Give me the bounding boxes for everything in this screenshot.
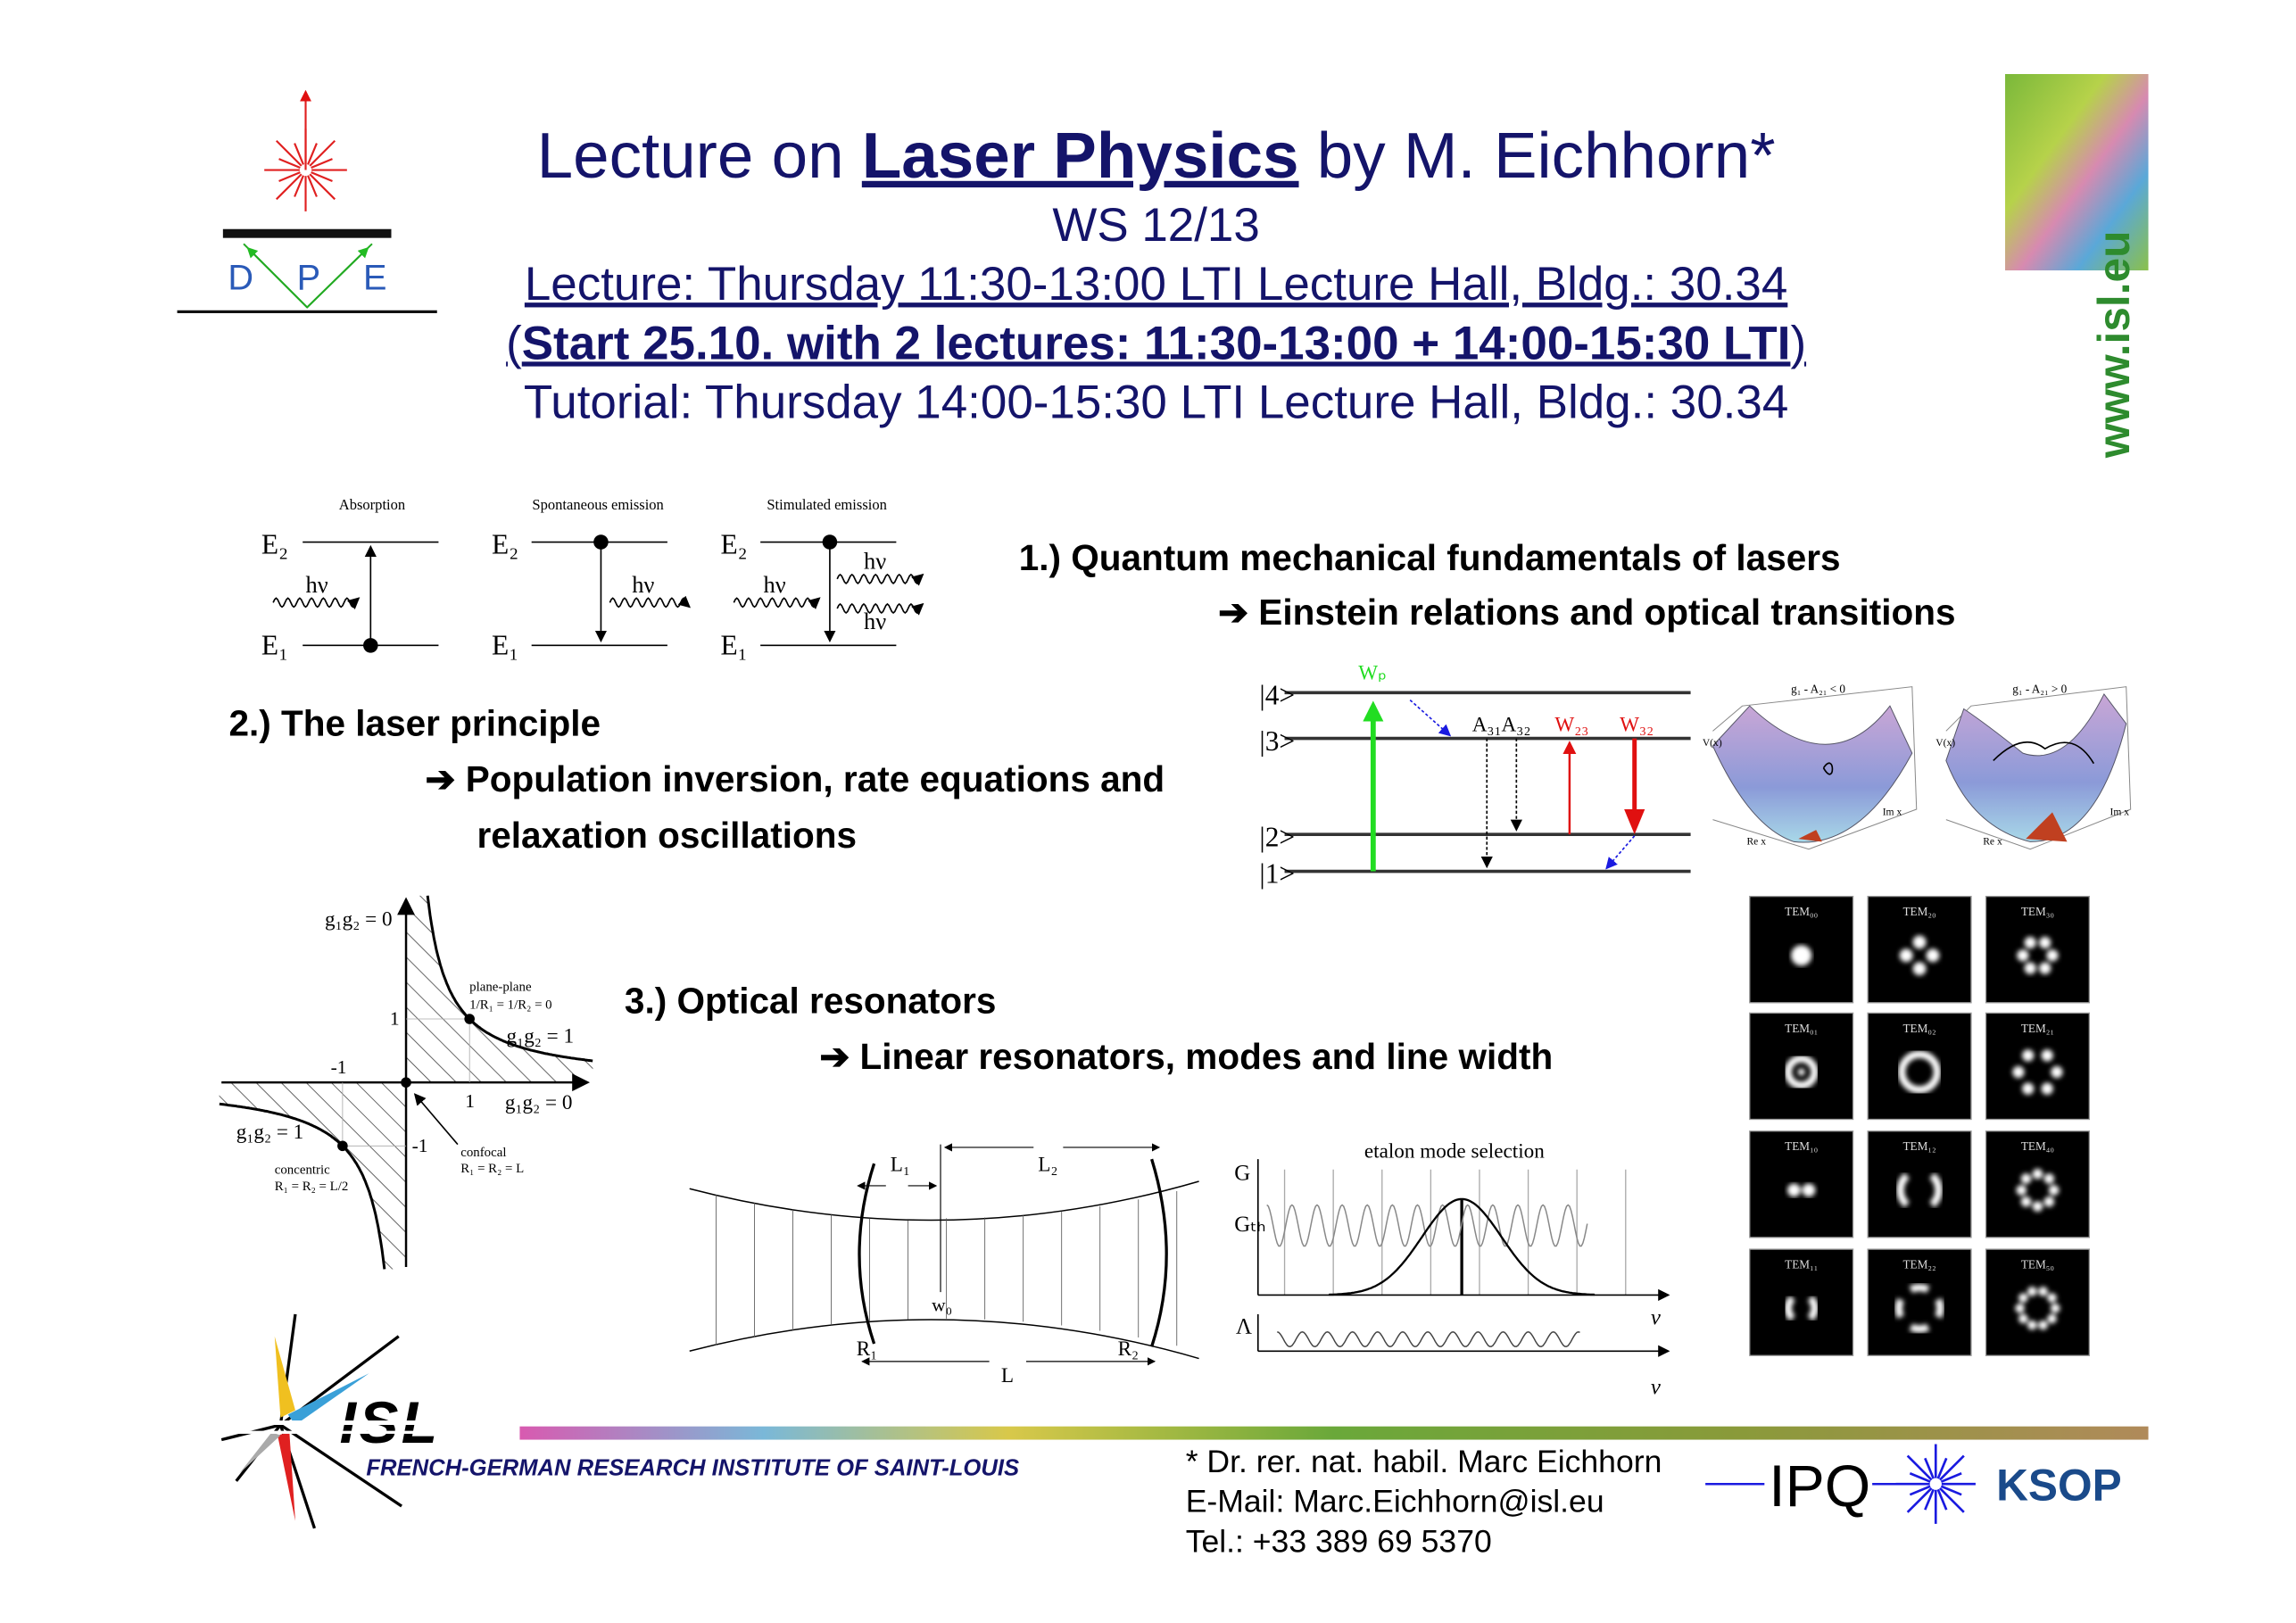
axis-label: Re x (1983, 835, 2002, 848)
isl-tagline: FRENCH-GERMAN RESEARCH INSTITUTE OF SAINT-LOUIS (366, 1455, 1020, 1481)
annotation: R₁ = R₂ = L/2 (274, 1179, 349, 1194)
tick-label: -1 (411, 1134, 428, 1156)
tem-mode-panel (1868, 1249, 1971, 1355)
contact-name: * Dr. rer. nat. habil. Marc Eichhorn (1185, 1443, 1662, 1479)
level-e1: E₁ (261, 629, 289, 661)
tem-mode-panel (1986, 1131, 2090, 1238)
frequency-label: ν (1650, 1305, 1661, 1330)
level-label: |1> (1259, 857, 1296, 890)
intensity-pattern (1791, 945, 1811, 965)
contact-email[interactable]: E-Mail: Marc.Eichhorn@isl.eu (1185, 1483, 1604, 1519)
photon-label: hν (863, 608, 887, 635)
spontaneous-rates-label: A₃₁A₃₂ (1471, 713, 1531, 737)
panel-title: Absorption (338, 496, 406, 514)
ipq-logo (1705, 1445, 1976, 1524)
section-quantum (1019, 537, 1956, 633)
page-title: Lecture on Laser Physics by M. Eichhorn* (536, 119, 1776, 192)
photon-label: hν (632, 570, 655, 598)
spontaneous-panel (492, 496, 690, 660)
dpe-letter-p: P (296, 258, 321, 298)
tem-mode-panel (1750, 1249, 1853, 1355)
ipq-text: IPQ (1769, 1453, 1871, 1520)
pump-label: Wₚ (1358, 661, 1388, 685)
dpe-logo (178, 92, 437, 312)
tem-mode-label: TEM₃₀ (2020, 905, 2054, 919)
tem-mode-panel (1750, 897, 1853, 1003)
section-subtopic-cont: relaxation oscillations (477, 815, 858, 857)
photon-label: hν (863, 547, 887, 575)
dpe-letter-e: E (363, 258, 387, 298)
tem-mode-panel (1750, 1131, 1853, 1238)
tem-mode-panel (1986, 1249, 2090, 1355)
potential-plot-stable (1703, 682, 1917, 849)
length-label: L₂ (1038, 1153, 1058, 1177)
tem-mode-label: TEM₁₁ (1785, 1257, 1819, 1271)
section-heading: 3.) Optical resonators (624, 980, 997, 1022)
loss-label: Λ (1235, 1314, 1252, 1339)
tem-mode-label: TEM₀₂ (1902, 1021, 1936, 1035)
level-label: |2> (1259, 821, 1296, 853)
resonator-diagram (690, 1145, 1199, 1387)
section-resonators (625, 980, 1553, 1077)
label-g1: g₁g₂ = 1 (236, 1121, 304, 1145)
tutorial-schedule: Tutorial: Thursday 14:00-15:30 LTI Lecture Hall, Bldg.: 30.34 (523, 376, 1789, 429)
tick-label: 1 (389, 1007, 400, 1030)
length-label: L₁ (890, 1153, 910, 1177)
stability-diagram (219, 896, 593, 1270)
tem-mode-panel (1868, 897, 1971, 1003)
annotation: plane-plane (469, 980, 532, 995)
panel-title: Stimulated emission (767, 496, 887, 514)
photon-wave-icon (734, 598, 819, 607)
photon-wave-icon (609, 598, 689, 607)
laser-starburst-icon (1896, 1445, 1976, 1524)
tem-mode-label: TEM₁₀ (1785, 1139, 1819, 1154)
semester: WS 12/13 (1052, 198, 1260, 252)
annotation: confocal (460, 1145, 507, 1160)
mirror-label: R₁ (856, 1337, 878, 1362)
photon-label: hν (763, 570, 786, 598)
gain-label: G (1234, 1161, 1251, 1186)
tem-mode-panel (1986, 1013, 2090, 1119)
annotation: concentric (274, 1163, 330, 1178)
annotation: R₁ = R₂ = L (460, 1162, 525, 1177)
tem-mode-label: TEM₂₀ (1902, 905, 1936, 919)
photon-wave-icon (837, 575, 923, 584)
label-g0: g₁g₂ = 0 (504, 1090, 573, 1114)
etalon-title: etalon mode selection (1364, 1139, 1545, 1163)
level-e2: E₂ (261, 528, 289, 560)
transition-diagrams (261, 496, 923, 660)
potential-plot-unstable (1935, 682, 2130, 849)
panel-title: Spontaneous emission (532, 496, 664, 514)
axis-label: Re x (1746, 835, 1767, 848)
level-label: |4> (1259, 679, 1296, 711)
section-heading: 1.) Quantum mechanical fundamentals of lasers (1018, 536, 1841, 578)
tem-mode-grid (1750, 897, 2090, 1356)
isl-logo (221, 1314, 1019, 1528)
tem-mode-label: TEM₂₁ (2020, 1021, 2054, 1035)
tem-mode-label: TEM₅₀ (2020, 1257, 2054, 1271)
absorption-panel (261, 496, 439, 660)
dpe-letter-d: D (228, 258, 254, 298)
axis-label: Im x (1882, 806, 1902, 818)
section-laser-principle (228, 702, 1165, 856)
lecture-schedule: Lecture: Thursday 11:30-13:00 LTI Lecture Hall, Bldg.: 30.34 (524, 258, 1788, 311)
photon-label: hν (305, 570, 328, 598)
label-g0: g₁g₂ = 0 (325, 907, 393, 932)
header (506, 120, 1806, 429)
section-subtopic: ➔ Population inversion, rate equations and (425, 758, 1165, 800)
tem-mode-panel (1986, 897, 2090, 1003)
tick-label: -1 (330, 1056, 347, 1079)
level-label: |3> (1259, 725, 1296, 757)
laser-starburst-icon (264, 92, 347, 211)
tem-mode-panel (1868, 1013, 1971, 1119)
plot-title: g₁ - A₂₁ < 0 (1791, 682, 1846, 696)
tem-mode-label: TEM₄₀ (2020, 1139, 2054, 1154)
contact-phone: Tel.: +33 389 69 5370 (1185, 1523, 1492, 1560)
absorption-rate-label: W₂₃ (1554, 713, 1589, 737)
level-e2: E₂ (492, 528, 519, 560)
tem-mode-panel (1750, 1013, 1853, 1119)
axis-label: V(x) (1702, 736, 1722, 749)
section-subtopic: ➔ Einstein relations and optical transitions (1218, 592, 1956, 633)
start-notice: (Start 25.10. with 2 lectures: 11:30-13:00 + 14:00-15:30 LTI) (506, 317, 1807, 370)
length-label: L (1000, 1364, 1015, 1388)
axis-label: Im x (2110, 806, 2130, 818)
annotation: 1/R₁ = 1/R₂ = 0 (469, 998, 552, 1013)
tem-mode-label: TEM₀₁ (1785, 1021, 1819, 1035)
etalon-diagram (1234, 1140, 1668, 1400)
section-subtopic: ➔ Linear resonators, modes and line width (819, 1036, 1554, 1078)
tem-mode-panel (1868, 1131, 1971, 1238)
ksop-logo: KSOP (1996, 1460, 2122, 1511)
tem-mode-label: TEM₀₀ (1785, 905, 1819, 919)
frequency-label: ν (1650, 1375, 1661, 1400)
section-heading: 2.) The laser principle (228, 702, 601, 744)
tem-mode-label: TEM₁₂ (1902, 1139, 1936, 1154)
level-e1: E₁ (492, 629, 519, 661)
level-e1: E₁ (720, 629, 748, 661)
stimulated-panel (720, 496, 923, 660)
photon-wave-icon (273, 598, 359, 607)
potential-plots (1703, 682, 2131, 849)
plot-title: g₁ - A₂₁ > 0 (2012, 682, 2068, 696)
four-level-diagram (1259, 661, 1690, 889)
isl-web-address: www.isl.eu (2089, 230, 2140, 459)
contact-info (1186, 1444, 1662, 1559)
label-g1: g₁g₂ = 1 (506, 1024, 575, 1048)
emission-rate-label: W₃₂ (1620, 713, 1654, 737)
mirror-label: R₂ (1117, 1337, 1140, 1362)
threshold-label: Gₜₕ (1234, 1213, 1266, 1238)
tem-mode-label: TEM₂₂ (1902, 1257, 1936, 1271)
decorative-color-bar (519, 1427, 2148, 1440)
level-e2: E₂ (720, 528, 748, 560)
isl-web-logo (2005, 74, 2149, 459)
waist-label: w₀ (932, 1294, 953, 1316)
axis-label: V(x) (1935, 736, 1956, 749)
tick-label: 1 (465, 1090, 475, 1113)
